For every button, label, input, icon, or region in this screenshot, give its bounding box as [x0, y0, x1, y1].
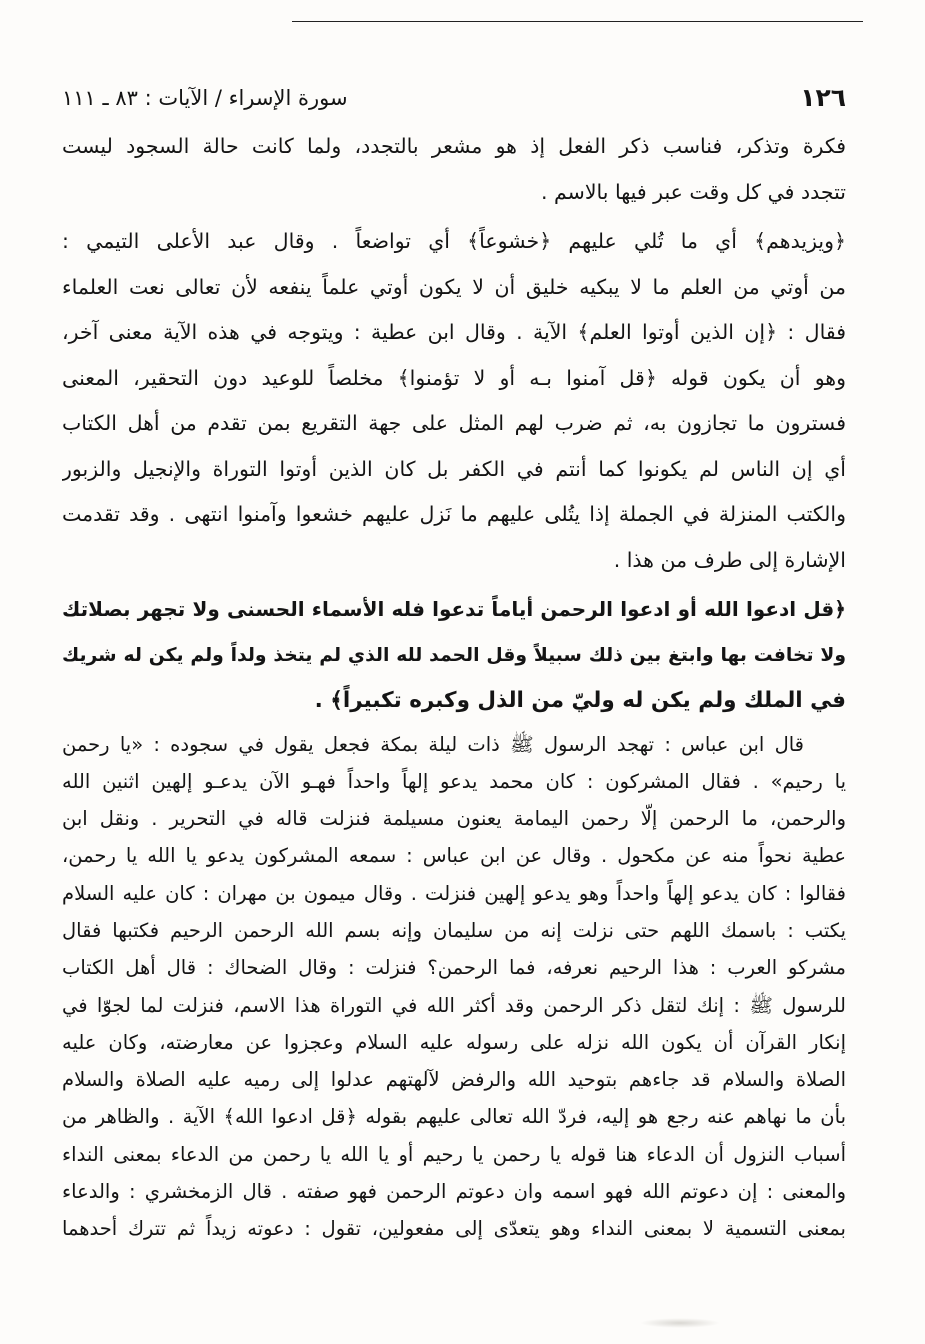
paragraph-2: [62, 219, 846, 583]
text-line: أي إن الناس لم يكونوا كما أنتم في الكفر بل كان الذين أوتوا التوراة والإنجيل والزبور: [62, 456, 846, 481]
text-line: للرسول ﷺ : إنك لتقل ذكر الرحمن وقد أكثر الله في التوراة هذا الاسم، فنزلت لما لجوّا في: [62, 993, 846, 1017]
text-line: الإشارة إلى طرف من هذا .: [613, 547, 846, 572]
verse-line: ولا تخافت بها وابتغ بين ذلك سبيلاً وقل الحمد لله الذي لم يتخذ ولداً ولم يكن له شريك: [62, 644, 846, 666]
page-number: ١٢٦: [800, 83, 846, 112]
text-line: إنكار القرآن أن يكون الله نزله على رسوله عليه السلام وعجزوا عن معارضته، وكان عليه: [62, 1030, 846, 1054]
text-line: يكتب : باسمك اللهم حتى نزلت إنه من سليمان وإنه بسم الله الرحمن الرحيم فكتبها فقال: [62, 918, 846, 942]
running-title: سورة الإسراء / الآيات : ٨٣ ـ ١١١: [62, 86, 348, 110]
text-line: تتجدد في كل وقت عبر فيها بالاسم .: [540, 179, 846, 204]
text-line: والكتب المنزلة في الجملة إذا يتُلى عليهم ما نَزل عليهم خشعوا وآمنوا انتهى . وقد تقدمت: [62, 502, 846, 526]
text-line: أسباب النزول أن الدعاء هنا قوله يا رحمن يا رحيم أو يا الله يا رحمن من الدعاء بمعنى النداء: [62, 1142, 846, 1166]
text-line: بأن ما نهاهم عنه رجع هو إليه، فردّ الله تعالى عليهم بقوله ﴿قل ادعوا الله﴾ الآية . والظاهر من: [62, 1105, 846, 1129]
text-line: والرحمن، ما الرحمن إلّا رحمن اليمامة يعنون مسيلمة فنزلت قاله في التحرير . ونقل ابن: [62, 807, 846, 831]
text-line: فكرة وتذكر، فناسب ذكر الفعل إذ هو مشعر بالتجدد، ولما كانت حالة السجود ليست: [62, 134, 846, 158]
page-header: [62, 80, 846, 120]
text-line: من أوتي من العلم ما لا يبكيه خليق أن لا يكون أوتي علماً ينفعه لأن تعالى نعت العلماء: [62, 274, 846, 299]
verse-line: ﴿قل ادعوا الله أو ادعوا الرحمن أياماً تدعوا فله الأسماء الحسنى ولا تجهر بصلاتك: [62, 597, 846, 621]
text-line: فسترون ما تجازون به، ثم ضرب لهم المثل على جهة التقريع بمن تقدم من أهل الكتاب: [62, 411, 846, 435]
text-line: الصلاة والسلام قد جاءهم بتوحيد الله والرفض لآلهتهم عدلوا إلى رميه عليه الصلاة والسلام: [62, 1068, 846, 1092]
text-line: يا رحيم» . فقال المشركون : كان محمد يدعو إلهاً واحداً فهـو الآن يدعـو إلهين اثنين الله: [62, 769, 846, 793]
text-line: قال ابن عباس : تهجد الرسول ﷺ ذات ليلة بمكة فجعل يقول في سجوده : «يا رحمن: [62, 732, 804, 756]
verse-line: في الملك ولم يكن له وليّ من الذل وكبره تكبيراً﴾ .: [314, 688, 846, 713]
header-rule: [292, 21, 863, 22]
text-line: فقال : ﴿إن الذين أوتوا العلم﴾ الآية . وقال ابن عطية : ويتوجه في هذه الآية معنى آخر،: [62, 320, 846, 344]
text-line: فقالوا : كان يدعو إلهاً واحداً وهو يدعو إلهين فنزلت . وقال ميمون بن مهران : كان عليه السلام: [62, 881, 846, 905]
page-body: [62, 124, 846, 1248]
scan-smudge: [640, 1318, 720, 1328]
text-line: وهو أن يكون قوله ﴿قل آمنوا بـه أو لا تؤمنوا﴾ مخلصاً للوعيد دون التحقير، المعنى: [62, 365, 846, 390]
quran-verse-block: [62, 587, 846, 724]
text-line: عطية نحواً منه عن مكحول . وقال عن ابن عباس : سمعه المشركون يدعو يا الله يا رحمن،: [62, 844, 846, 868]
text-line: بمعنى التسمية لا بمعنى النداء وهو يتعدّى إلى مفعولين، تقول : دعوته زيداً ثم تترك أحدهما: [62, 1217, 846, 1241]
paragraph-commentary: [62, 726, 846, 1248]
text-line: مشركو العرب : هذا الرحيم نعرفه، فما الرحمن؟ فنزلت : وقال الضحاك : قال أهل الكتاب: [62, 956, 846, 980]
text-line: والمعنى : إن دعوتم الله فهو اسمه وان دعوتم الرحمن فهو صفته . قال الزمخشري : والدعاء: [62, 1180, 846, 1204]
text-line: ﴿ويزيدهم﴾ أي ما تُلي عليهم ﴿خشوعاً﴾ أي تواضعاً . وقال عبد الأعلى التيمي :: [62, 229, 846, 253]
paragraph-1: [62, 124, 846, 215]
